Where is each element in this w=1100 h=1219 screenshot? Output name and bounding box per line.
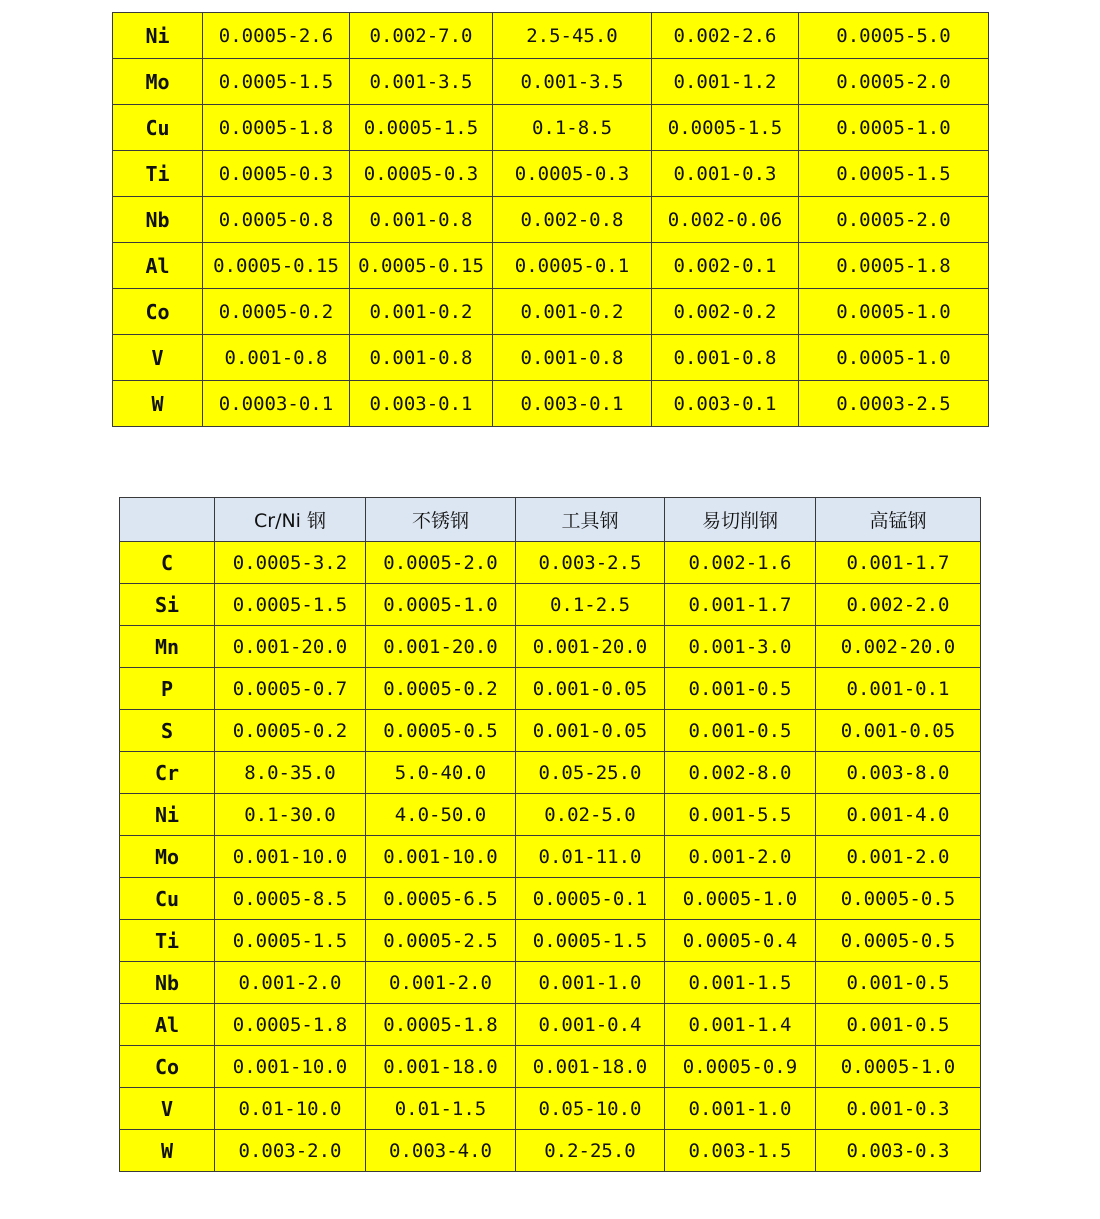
table-row <box>120 710 981 752</box>
range-value-cell: 0.01-10.0 <box>215 1088 366 1130</box>
range-value-cell: 0.0005-1.8 <box>366 1004 516 1046</box>
range-value-cell: 0.001-1.4 <box>665 1004 816 1046</box>
element-symbol-cell: Co <box>113 289 203 335</box>
range-value-cell: 0.001-0.8 <box>203 335 350 381</box>
table-row <box>120 1046 981 1088</box>
range-value-cell: 0.0005-0.5 <box>366 710 516 752</box>
table-row <box>120 1088 981 1130</box>
range-value-cell: 0.0005-1.5 <box>215 920 366 962</box>
table-row <box>113 59 989 105</box>
range-value-cell: 0.0005-2.0 <box>366 542 516 584</box>
element-range-table-bottom <box>119 497 981 1172</box>
range-value-cell: 0.003-0.1 <box>493 381 652 427</box>
range-value-cell: 0.002-2.6 <box>652 13 799 59</box>
element-symbol-cell: V <box>113 335 203 381</box>
range-value-cell: 0.003-1.5 <box>665 1130 816 1172</box>
range-value-cell: 0.001-0.5 <box>665 710 816 752</box>
range-value-cell: 0.002-1.6 <box>665 542 816 584</box>
table-row <box>120 542 981 584</box>
range-value-cell: 0.001-0.3 <box>816 1088 981 1130</box>
range-value-cell: 0.001-0.2 <box>493 289 652 335</box>
element-symbol-cell: Co <box>120 1046 215 1088</box>
table-row <box>120 584 981 626</box>
range-value-cell: 0.002-8.0 <box>665 752 816 794</box>
range-value-cell: 0.003-8.0 <box>816 752 981 794</box>
range-value-cell: 0.002-0.2 <box>652 289 799 335</box>
table-row <box>120 794 981 836</box>
range-value-cell: 0.002-20.0 <box>816 626 981 668</box>
range-value-cell: 0.0005-1.0 <box>665 878 816 920</box>
range-value-cell: 0.0005-0.2 <box>366 668 516 710</box>
range-value-cell: 0.001-0.8 <box>493 335 652 381</box>
table-row <box>113 105 989 151</box>
header-cell-free-cutting-steel: 易切削钢 <box>665 498 816 542</box>
range-value-cell: 8.0-35.0 <box>215 752 366 794</box>
range-value-cell: 0.0005-1.8 <box>203 105 350 151</box>
range-value-cell: 0.0005-0.7 <box>215 668 366 710</box>
range-value-cell: 0.0005-0.15 <box>350 243 493 289</box>
range-value-cell: 0.0005-2.5 <box>366 920 516 962</box>
range-value-cell: 0.001-1.5 <box>665 962 816 1004</box>
range-value-cell: 2.5-45.0 <box>493 13 652 59</box>
table-row <box>120 920 981 962</box>
range-value-cell: 0.003-2.0 <box>215 1130 366 1172</box>
range-value-cell: 0.0005-1.0 <box>799 335 989 381</box>
range-value-cell: 0.0005-1.5 <box>350 105 493 151</box>
range-value-cell: 5.0-40.0 <box>366 752 516 794</box>
element-symbol-cell: Ti <box>113 151 203 197</box>
range-value-cell: 0.0005-0.8 <box>203 197 350 243</box>
range-value-cell: 0.0005-1.8 <box>215 1004 366 1046</box>
element-symbol-cell: Ni <box>113 13 203 59</box>
element-symbol-cell: Ti <box>120 920 215 962</box>
table-row <box>113 289 989 335</box>
range-value-cell: 0.001-0.5 <box>665 668 816 710</box>
range-value-cell: 0.0005-0.3 <box>493 151 652 197</box>
element-symbol-cell: C <box>120 542 215 584</box>
range-value-cell: 0.003-0.1 <box>350 381 493 427</box>
range-value-cell: 0.001-4.0 <box>816 794 981 836</box>
range-value-cell: 0.002-7.0 <box>350 13 493 59</box>
range-value-cell: 0.001-20.0 <box>215 626 366 668</box>
range-value-cell: 0.001-0.4 <box>516 1004 665 1046</box>
range-value-cell: 0.001-10.0 <box>215 1046 366 1088</box>
header-cell-cr-ni-steel: Cr/Ni 钢 <box>215 498 366 542</box>
table-row <box>113 151 989 197</box>
range-value-cell: 0.003-0.3 <box>816 1130 981 1172</box>
range-value-cell: 0.003-0.1 <box>652 381 799 427</box>
table-row <box>120 878 981 920</box>
header-cell-empty <box>120 498 215 542</box>
element-symbol-cell: V <box>120 1088 215 1130</box>
header-cell-stainless-steel: 不锈钢 <box>366 498 516 542</box>
range-value-cell: 0.0005-8.5 <box>215 878 366 920</box>
range-value-cell: 0.0005-1.0 <box>816 1046 981 1088</box>
table-row <box>120 752 981 794</box>
range-value-cell: 0.002-0.06 <box>652 197 799 243</box>
range-value-cell: 0.0005-1.5 <box>203 59 350 105</box>
range-value-cell: 0.0003-2.5 <box>799 381 989 427</box>
range-value-cell: 0.001-3.0 <box>665 626 816 668</box>
range-value-cell: 0.01-1.5 <box>366 1088 516 1130</box>
range-value-cell: 0.0005-1.0 <box>366 584 516 626</box>
table-row <box>113 13 989 59</box>
range-value-cell: 0.0005-1.5 <box>215 584 366 626</box>
range-value-cell: 0.001-18.0 <box>516 1046 665 1088</box>
range-value-cell: 0.0005-3.2 <box>215 542 366 584</box>
range-value-cell: 0.001-20.0 <box>516 626 665 668</box>
range-value-cell: 0.0005-0.2 <box>215 710 366 752</box>
table-row <box>113 381 989 427</box>
range-value-cell: 0.001-0.05 <box>516 710 665 752</box>
range-value-cell: 0.001-3.5 <box>493 59 652 105</box>
range-value-cell: 0.001-2.0 <box>366 962 516 1004</box>
range-value-cell: 0.0005-0.2 <box>203 289 350 335</box>
element-symbol-cell: P <box>120 668 215 710</box>
range-value-cell: 0.0005-1.0 <box>799 289 989 335</box>
range-value-cell: 0.0005-2.0 <box>799 59 989 105</box>
element-symbol-cell: Al <box>120 1004 215 1046</box>
table-row <box>120 962 981 1004</box>
range-value-cell: 0.001-0.05 <box>516 668 665 710</box>
range-value-cell: 0.0005-1.5 <box>652 105 799 151</box>
range-value-cell: 0.001-0.8 <box>652 335 799 381</box>
range-value-cell: 0.0005-0.9 <box>665 1046 816 1088</box>
header-row <box>120 498 981 542</box>
range-value-cell: 0.0005-0.5 <box>816 878 981 920</box>
range-value-cell: 0.001-1.7 <box>816 542 981 584</box>
range-value-cell: 0.001-3.5 <box>350 59 493 105</box>
range-value-cell: 0.001-2.0 <box>215 962 366 1004</box>
table-row <box>113 243 989 289</box>
element-symbol-cell: W <box>120 1130 215 1172</box>
range-value-cell: 0.001-0.5 <box>816 962 981 1004</box>
range-value-cell: 0.0005-5.0 <box>799 13 989 59</box>
range-value-cell: 0.001-10.0 <box>215 836 366 878</box>
table-row <box>113 197 989 243</box>
range-value-cell: 0.003-2.5 <box>516 542 665 584</box>
element-range-table-top <box>112 12 989 427</box>
element-symbol-cell: Nb <box>120 962 215 1004</box>
range-value-cell: 0.0005-0.15 <box>203 243 350 289</box>
range-value-cell: 0.0005-0.1 <box>493 243 652 289</box>
table-row <box>113 335 989 381</box>
range-value-cell: 0.0005-1.5 <box>516 920 665 962</box>
range-value-cell: 0.003-4.0 <box>366 1130 516 1172</box>
range-value-cell: 0.002-0.8 <box>493 197 652 243</box>
table-row <box>120 836 981 878</box>
range-value-cell: 0.01-11.0 <box>516 836 665 878</box>
range-value-cell: 0.001-0.2 <box>350 289 493 335</box>
range-value-cell: 0.0005-0.3 <box>350 151 493 197</box>
range-value-cell: 0.001-0.8 <box>350 197 493 243</box>
range-value-cell: 0.0005-1.8 <box>799 243 989 289</box>
range-value-cell: 0.0005-2.0 <box>799 197 989 243</box>
range-value-cell: 0.002-0.1 <box>652 243 799 289</box>
element-symbol-cell: Ni <box>120 794 215 836</box>
range-value-cell: 0.001-10.0 <box>366 836 516 878</box>
range-value-cell: 0.1-8.5 <box>493 105 652 151</box>
element-symbol-cell: Nb <box>113 197 203 243</box>
range-value-cell: 0.1-2.5 <box>516 584 665 626</box>
range-value-cell: 0.0005-1.0 <box>799 105 989 151</box>
element-symbol-cell: Mn <box>120 626 215 668</box>
range-value-cell: 0.0005-2.6 <box>203 13 350 59</box>
range-value-cell: 0.001-0.5 <box>816 1004 981 1046</box>
element-symbol-cell: Cu <box>120 878 215 920</box>
range-value-cell: 0.05-10.0 <box>516 1088 665 1130</box>
range-value-cell: 0.001-1.0 <box>665 1088 816 1130</box>
range-value-cell: 0.001-2.0 <box>816 836 981 878</box>
range-value-cell: 0.05-25.0 <box>516 752 665 794</box>
range-value-cell: 0.001-1.2 <box>652 59 799 105</box>
top-table-body <box>113 13 989 427</box>
header-cell-high-manganese-steel: 高锰钢 <box>816 498 981 542</box>
range-value-cell: 0.001-0.3 <box>652 151 799 197</box>
table-row <box>120 1130 981 1172</box>
element-symbol-cell: Al <box>113 243 203 289</box>
range-value-cell: 0.001-18.0 <box>366 1046 516 1088</box>
range-value-cell: 0.0005-0.4 <box>665 920 816 962</box>
range-value-cell: 0.1-30.0 <box>215 794 366 836</box>
range-value-cell: 0.0005-0.3 <box>203 151 350 197</box>
range-value-cell: 0.0005-0.5 <box>816 920 981 962</box>
range-value-cell: 0.0005-6.5 <box>366 878 516 920</box>
range-value-cell: 4.0-50.0 <box>366 794 516 836</box>
range-value-cell: 0.001-20.0 <box>366 626 516 668</box>
table-row <box>120 1004 981 1046</box>
table-row <box>120 626 981 668</box>
element-symbol-cell: Cu <box>113 105 203 151</box>
range-value-cell: 0.001-1.0 <box>516 962 665 1004</box>
table-row <box>120 668 981 710</box>
range-value-cell: 0.001-0.05 <box>816 710 981 752</box>
range-value-cell: 0.0003-0.1 <box>203 381 350 427</box>
range-value-cell: 0.0005-1.5 <box>799 151 989 197</box>
range-value-cell: 0.002-2.0 <box>816 584 981 626</box>
range-value-cell: 0.001-0.8 <box>350 335 493 381</box>
element-symbol-cell: S <box>120 710 215 752</box>
element-symbol-cell: Mo <box>120 836 215 878</box>
element-symbol-cell: Si <box>120 584 215 626</box>
element-symbol-cell: W <box>113 381 203 427</box>
range-value-cell: 0.001-5.5 <box>665 794 816 836</box>
element-symbol-cell: Cr <box>120 752 215 794</box>
range-value-cell: 0.0005-0.1 <box>516 878 665 920</box>
header-cell-tool-steel: 工具钢 <box>516 498 665 542</box>
range-value-cell: 0.001-1.7 <box>665 584 816 626</box>
range-value-cell: 0.02-5.0 <box>516 794 665 836</box>
range-value-cell: 0.001-0.1 <box>816 668 981 710</box>
element-symbol-cell: Mo <box>113 59 203 105</box>
bottom-table-body <box>120 542 981 1172</box>
range-value-cell: 0.001-2.0 <box>665 836 816 878</box>
range-value-cell: 0.2-25.0 <box>516 1130 665 1172</box>
